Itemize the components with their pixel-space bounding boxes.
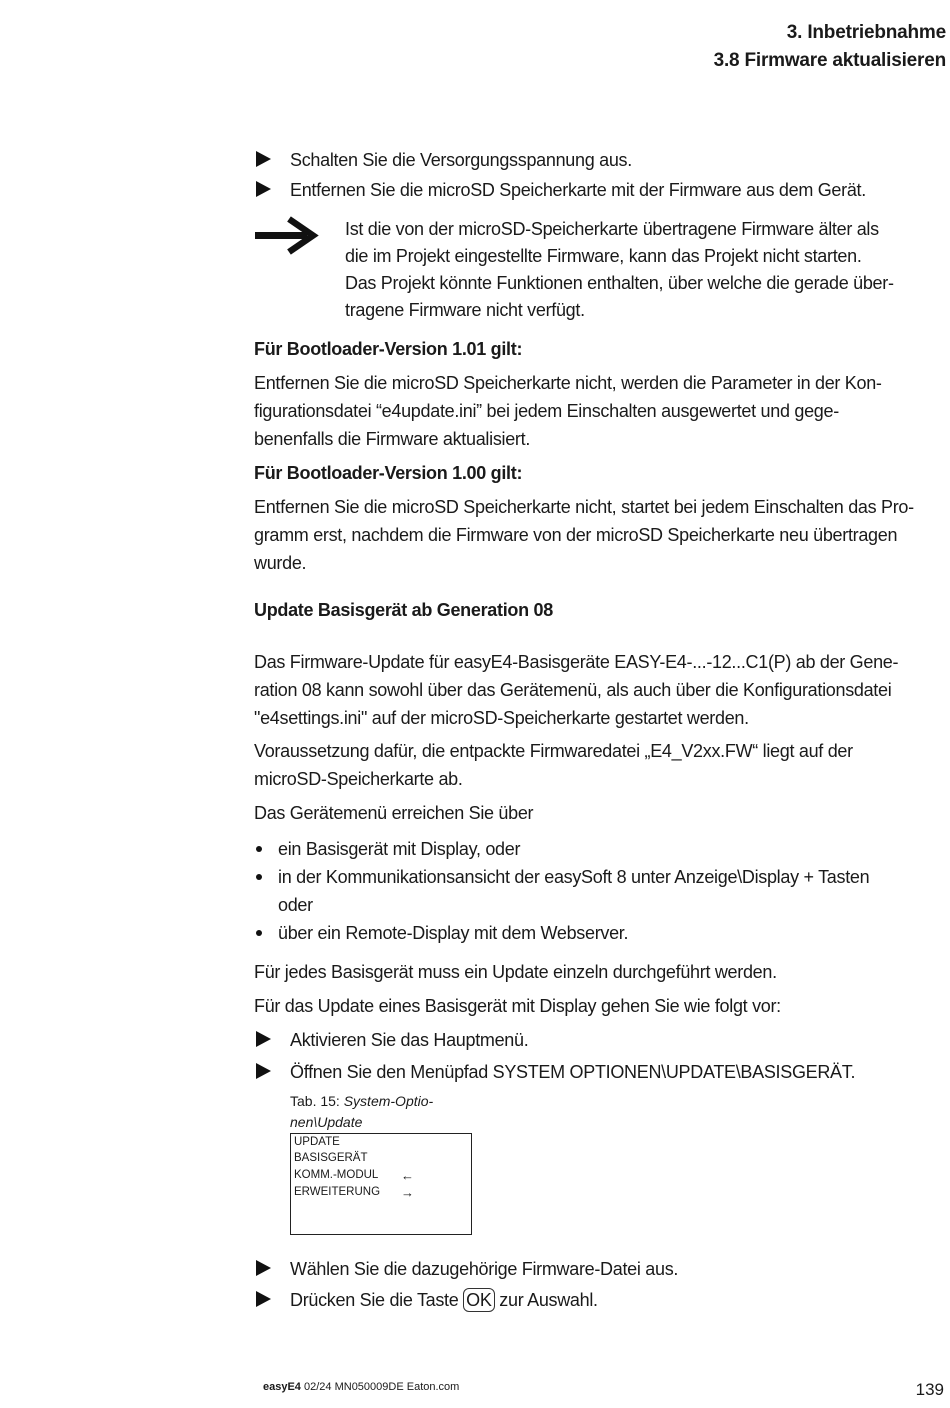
table-caption-title: nen\Update [290,1114,363,1130]
display-row: ERWEITERUNG [294,1186,381,1198]
page-number: 139 [915,1380,944,1399]
chapter-title: 3. Inbetriebnahme [786,22,946,43]
page-footer [263,1381,459,1393]
paragraph-line: wurde. [254,553,307,573]
bootloader-100-text [254,493,926,577]
bootloader-101-heading: Für Bootloader-Version 1.01 gilt: [254,339,523,359]
table-caption [290,1091,450,1133]
step-text: Schalten Sie die Versorgungsspannung aus. [290,150,632,170]
paragraph-line: Voraussetzung dafür, die entpackte Firmwaredatei „E4_V2xx.FW“ liegt auf der [254,741,853,761]
update-paragraph-5: Für das Update eines Basisgerät mit Display gehen Sie wie folgt vor: [254,996,781,1016]
step-text-part: zur Auswahl. [499,1290,598,1310]
bootloader-101-text [254,369,926,453]
display-row: UPDATE [294,1136,340,1148]
display-row: KOMM.-MODUL [294,1169,379,1181]
note-line: Ist die von der microSD-Speicherkarte übertragene Firmware älter als [345,219,879,239]
arrow-right-icon: → [401,1185,414,1200]
footer-info: 02/24 MN050009DE Eaton.com [304,1381,460,1393]
step-item [254,1026,926,1054]
list-item [254,919,926,947]
list-item [254,863,926,891]
bootloader-100-heading: Für Bootloader-Version 1.00 gilt: [254,463,523,483]
note-line: die im Projekt eingestellte Firmware, kann das Projekt nicht starten. [345,246,862,266]
list-item-text: oder [278,895,313,915]
step-triangle-icon [256,1063,271,1079]
table-caption-prefix: Tab. 15: [290,1093,340,1109]
list-item-text: über ein Remote-Display mit dem Webserver. [278,923,629,943]
table-caption-title: System-Optio- [343,1093,434,1109]
step-item [254,176,926,204]
step-text: Aktivieren Sie das Hauptmenü. [290,1030,529,1050]
update-paragraph-4: Für jedes Basisgerät muss ein Update einzeln durchgeführt werden. [254,962,777,982]
paragraph-line: microSD-Speicherkarte ab. [254,769,463,789]
footer-brand: easyE4 [263,1381,301,1393]
list-item-text: ein Basisgerät mit Display, oder [278,839,521,859]
list-item-text: in der Kommunikationsansicht der easySoft 8 unter Anzeige\Display + Tasten [278,867,870,887]
access-options-list [254,835,926,947]
step-triangle-icon [256,181,271,197]
update-section-heading: Update Basisgerät ab Generation 08 [254,600,553,620]
step-text: Entfernen Sie die microSD Speicherkarte mit der Firmware aus dem Gerät. [290,180,866,200]
step-item [254,1286,926,1314]
step-triangle-icon [256,151,271,167]
paragraph-line: Entfernen Sie die microSD Speicherkarte nicht, startet bei jedem Einschalten das Pro- [254,497,914,517]
step-text: Wählen Sie die dazugehörige Firmware-Datei aus. [290,1259,679,1279]
step-text [290,1286,598,1314]
paragraph-line: figurationsdatei “e4update.ini” bei jedem Einschalten ausgewertet und gege- [254,401,839,421]
bullet-icon [256,846,262,852]
step-text-part: Drücken Sie die Taste [290,1290,459,1310]
update-paragraph-2 [254,737,926,793]
update-paragraph-1 [254,648,926,732]
device-display [290,1133,472,1235]
section-title: 3.8 Firmware aktualisieren [713,50,946,71]
step-item [254,1255,926,1283]
paragraph-line: ration 08 kann sowohl über das Gerätemenü, als auch über die Konfigurationsdatei [254,680,892,700]
paragraph-line: "e4settings.ini" auf der microSD-Speicherkarte gestartet werden. [254,708,749,728]
step-triangle-icon [256,1260,271,1276]
step-item [254,146,926,174]
list-item [254,835,926,863]
paragraph-line: gramm erst, nachdem die Firmware von der microSD Speicherkarte neu übertragen [254,525,898,545]
note-line: Das Projekt könnte Funktionen enthalten, über welche die gerade über- [345,273,894,293]
step-triangle-icon [256,1031,271,1047]
bullet-icon [256,930,262,936]
display-row: BASISGERÄT [294,1152,368,1164]
step-triangle-icon [256,1291,271,1307]
note-text [345,216,925,324]
paragraph-line: benenfalls die Firmware aktualisiert. [254,429,531,449]
paragraph-line: Das Firmware-Update für easyE4-Basisgeräte EASY-E4-...-12...C1(P) ab der Gene- [254,652,899,672]
bullet-icon [256,874,262,880]
arrow-left-icon: ← [401,1168,414,1183]
note-line: tragene Firmware nicht verfügt. [345,300,585,320]
arrow-right-icon [255,216,319,256]
step-item [254,1058,926,1086]
step-text: Öffnen Sie den Menüpfad SYSTEM OPTIONEN\UPDATE\BASISGERÄT. [290,1062,856,1082]
update-paragraph-3: Das Gerätemenü erreichen Sie über [254,803,534,823]
paragraph-line: Entfernen Sie die microSD Speicherkarte nicht, werden die Parameter in der Kon- [254,373,882,393]
list-item-continuation [254,891,926,919]
ok-key: OK [463,1288,494,1312]
